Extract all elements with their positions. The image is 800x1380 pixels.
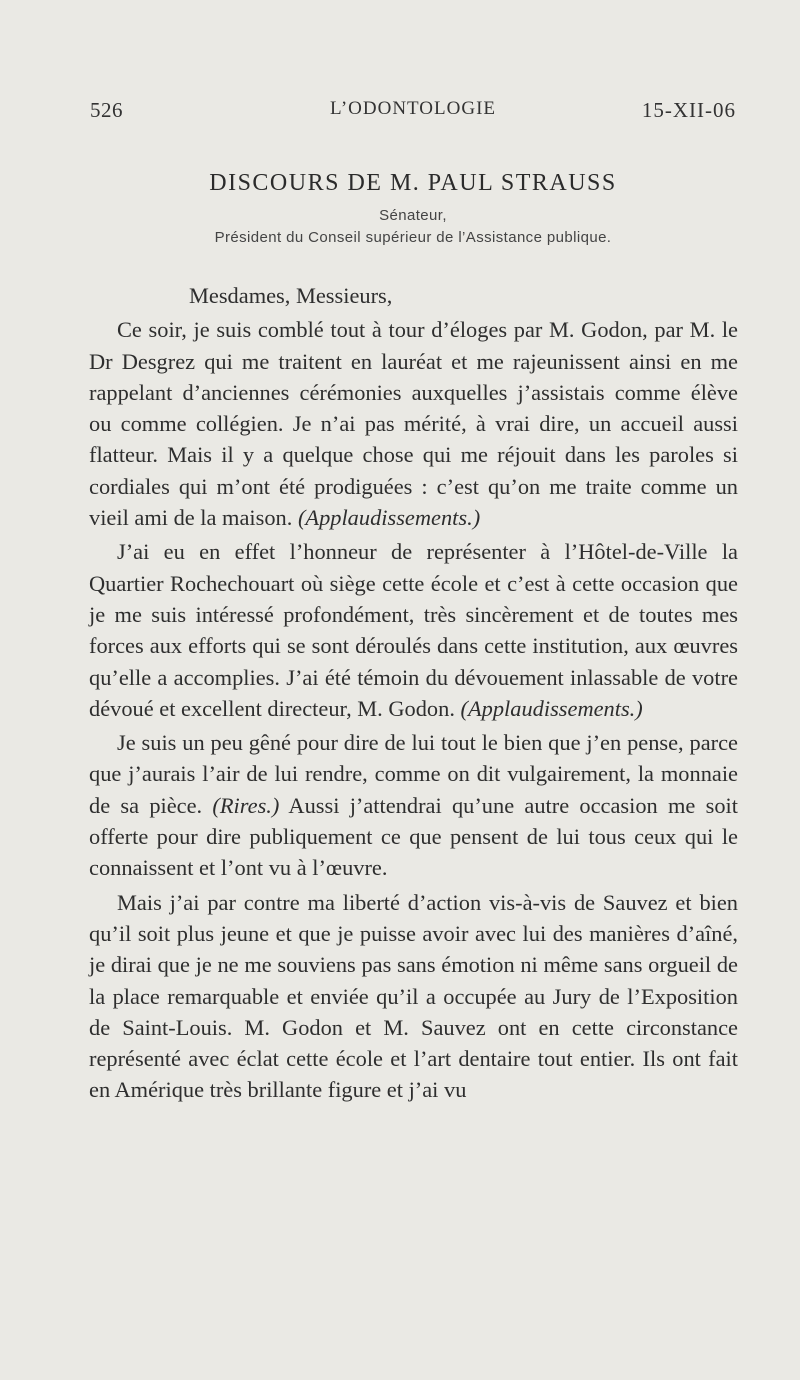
paragraph-4: [89, 887, 738, 1106]
speaker-role: Sénateur,: [379, 207, 447, 224]
paragraph-text: Ce soir, je suis comblé tout à tour d’éloges par M. Godon, par M. le Dr Desgrez qui me traitent en lauréat et me rajeunissent ainsi en me rappelant d’anciennes cérémonies auxquelles j’assistais comme élève ou comme collégien. Je n’ai pas mérité, à vrai dire, un accueil aussi flatteur. Mais il y a quelque chose qui me réjouit dans les paroles si cordiales qui m’ont été prodiguées : c’est qu’on me traite comme un vieil ami de la maison.: [89, 317, 738, 531]
speech-title: DISCOURS DE M. PAUL STRAUSS: [209, 170, 617, 196]
applause-note: (Applaudissements.): [460, 695, 643, 721]
paragraph-text: Je suis un peu gêné pour dire de lui tout le bien que j’en pense, parce que j’aurais l’air de lui rendre, comme on dit vulgairement, la monnaie de sa pièce.: [89, 730, 738, 818]
speech-body: [89, 280, 738, 1106]
paragraph-2: [89, 536, 738, 724]
paragraph-3: [89, 727, 738, 883]
paragraph-text-continued: Aussi j’attendrai qu’une autre occasion me soit offerte pour dire publiquement ce que pensent de lui tous ceux qui le connaissent et l’ont vu à l’œuvre.: [89, 792, 738, 881]
paragraph-1: [89, 314, 738, 533]
journal-title: L’ODONTOLOGIE: [329, 98, 497, 119]
running-head: [90, 98, 736, 128]
applause-note: (Applaudissements.): [297, 505, 481, 531]
laughter-note: (Rires.): [212, 792, 280, 818]
paragraph-text: Mais j’ai par contre ma liberté d’action vis-à-vis de Sauvez et bien qu’il soit plus jeune et que je puisse avoir avec lui des manières d’aîné, je dirai que je ne me souviens pas sans émotion ni même sans orgueil de la place remarquable et enviée qu’il a occupée au Jury de l’Exposition de Saint-Louis. M. Godon et M. Sauvez ont en cette circonstance représenté avec éclat cette école et l’art dentaire tout entier. Ils ont fait en Amérique très brillante figure et j’ai vu: [89, 889, 738, 1103]
page-number: 526: [90, 98, 123, 122]
speaker-office: Président du Conseil supérieur de l’Assistance publique.: [214, 229, 612, 246]
issue-date: 15-XII-06: [641, 98, 736, 122]
salutation: Mesdames, Messieurs,: [189, 283, 393, 308]
paragraph-text: J’ai eu en effet l’honneur de représenter à l’Hôtel-de-Ville la Quartier Rochechouart où siège cette école et c’est à cette occasion que je me suis intéressé profondément, très sincèrement et de toutes mes forces aux efforts qui se sont déroulés dans cette institution, aux œuvres qu’elle a accomplies. J’ai été témoin du dévouement inlassable de votre dévoué et excellent directeur, M. Godon.: [89, 539, 738, 721]
